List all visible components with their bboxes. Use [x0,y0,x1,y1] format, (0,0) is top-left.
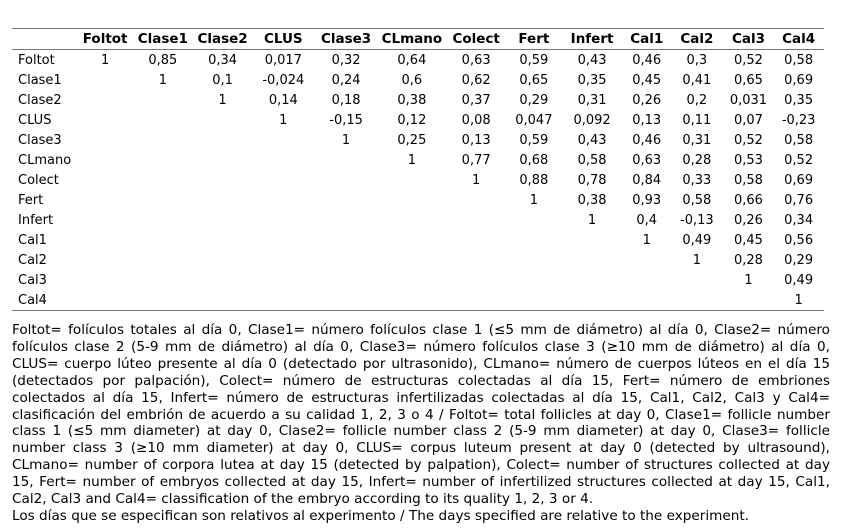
table-cell [314,290,379,311]
table-cell [77,230,134,250]
table-cell: 1 [279,112,288,128]
table-cell [507,230,561,250]
table-cell: 0,3 [686,52,708,68]
row-label: Cal1 [18,232,47,248]
table-cell [623,270,670,290]
table-cell: 0,77 [461,152,491,168]
table-cell: 1 [158,72,167,88]
table-cell [133,110,192,130]
table-cell [445,290,507,311]
table-cell: 1 [529,192,538,208]
column-header: Foltot [77,29,134,50]
table-cell: 0,46 [632,52,662,68]
table-cell [623,290,670,311]
table-cell [314,190,379,210]
table-cell: 0,46 [632,132,662,148]
row-label: Clase1 [18,72,62,88]
table-cell [192,150,253,170]
table-row [12,110,824,130]
row-label: Cal3 [18,272,47,288]
table-cell [507,210,561,230]
table-cell [77,290,134,311]
table-cell: 0,56 [784,232,814,248]
column-header: Cal4 [773,29,824,50]
table-cell: 0,031 [729,92,768,108]
table-cell: 0,35 [577,72,607,88]
table-cell [445,210,507,230]
table-cell: 0,26 [632,92,662,108]
table-cell [378,290,445,311]
table-cell [314,150,379,170]
table-cell: 0,6 [401,72,423,88]
table-cell [507,270,561,290]
column-header: Cal2 [670,29,724,50]
table-cell: 0,52 [784,152,814,168]
table-cell: 0,49 [682,232,712,248]
row-label: Cal4 [12,290,77,311]
row-label: Cal2 [18,252,47,268]
table-row [12,290,824,311]
table-cell [133,90,192,110]
table-cell: 0,26 [734,212,763,228]
table-cell: 0,85 [148,52,178,68]
row-label: Foltot [18,52,55,68]
table-cell: 0,38 [397,92,427,108]
table-cell [77,270,134,290]
table-cell [253,170,314,190]
table-cell: 0,092 [573,112,611,128]
table-cell: 0,29 [784,252,814,268]
table-cell: 0,84 [632,172,662,188]
table-cell: 0,34 [784,212,814,228]
table-cell: 0,28 [682,152,712,168]
corner-header [12,29,77,50]
table-cell: -0,13 [680,212,714,228]
table-cell: 0,12 [397,112,427,128]
table-cell [133,250,192,270]
table-cell [561,290,624,311]
table-cell: 0,63 [632,152,662,168]
table-cell: 0,28 [734,252,763,268]
table-cell [253,190,314,210]
table-row [12,190,824,210]
row-label: Infert [18,212,54,228]
table-cell [192,270,253,290]
table-row [12,90,824,110]
table-cell [253,130,314,150]
table-cell [445,270,507,290]
column-header: Colect [445,29,507,50]
table-cell: 0,38 [577,192,607,208]
table-cell [378,250,445,270]
table-cell: 0,047 [515,112,553,128]
table-cell [314,230,379,250]
table-cell: 1 [642,232,651,248]
table-cell [378,190,445,210]
table-cell [253,230,314,250]
table-cell: 0,37 [461,92,491,108]
table-row [12,230,824,250]
table-cell: 0,45 [734,232,763,248]
table-cell: 1 [218,92,227,108]
table-cell [561,270,624,290]
table-cell: 0,4 [636,212,658,228]
table-cell [192,170,253,190]
table-cell [133,230,192,250]
table-cell: 0,69 [784,172,814,188]
table-cell [314,270,379,290]
table-cell [378,210,445,230]
table-cell [77,130,134,150]
table-cell: 0,58 [577,152,607,168]
table-cell: 0,45 [632,72,662,88]
table-cell: 0,68 [519,152,549,168]
table-cell [192,210,253,230]
table-cell [77,190,134,210]
table-body [12,50,824,311]
table-cell: 0,59 [519,52,549,68]
footnote-definitions: Foltot= folículos totales al día 0, Clase1= número folículos clase 1 (≤5 mm de diámetro) al día 0, Clase2= número folículos clase 2 (5-9 mm de diámetro) al día 0, Clase3= número folículos clase 3 (≥10 mm de diámetro) al día 0, CLUS= cuerpo lúteo presente al día 0 (detectado por ultrasonido), CLmano= número de cuerpos lúteos en el día 15 (detectados por palpación), Colect= número de estructuras colectadas al día 15, Fert= número de embriones colectados al día 15, Infert= número de estructuras infertilizadas colectadas al día 15, Cal1, Cal2, Cal3 y Cal4= clasificación del embrión de acuerdo a su calidad 1, 2, 3 o 4 / Foltot= total follicles at day 0, Clase1= follicle number class 1 (≤5 mm diameter) at day 0, Clase2= follicle number class 2 (5-9 mm diameter) at day 0, Clase3= follicle number class 3 (≥10 mm diameter) at day 0, CLUS= corpus luteum present at day 0 (detected by ultrasound), CLmano= number of corpora lutea at day 15 (detected by palpation), Colect= number of structures collected at day 15, Fert= number of embryos collected at day 15, Infert= number of infertilized structures collected at day 15, Cal1, Cal2, Cal3 and Cal4= classification of the embryo according to its quality 1, 2, 3 or 4. [12,322,830,508]
table-cell: 0,52 [734,52,763,68]
footnote-days-note: Los días que se especifican son relativos al experimento / The days specified are relative to the experiment. [12,507,750,524]
footnote [12,322,830,525]
row-label: Clase2 [18,92,62,108]
table-cell: 0,1 [212,72,233,88]
table-cell: 0,24 [331,72,361,88]
header-row [12,29,824,50]
table-cell [253,290,314,311]
table-cell: 0,59 [519,132,549,148]
table-cell: 0,88 [519,172,549,188]
table-cell: 1 [101,52,110,68]
table-cell [133,290,192,311]
table-cell [314,250,379,270]
table-cell: 0,58 [784,52,814,68]
table-cell [133,150,192,170]
table-cell: 1 [587,212,597,228]
table-cell [378,230,445,250]
table-cell: 0,07 [734,112,763,128]
correlation-table [12,28,824,311]
table-cell [445,190,507,210]
table-cell [77,90,134,110]
table-cell: 1 [773,290,824,311]
table-cell [507,290,561,311]
table-cell: 0,58 [734,172,763,188]
row-label: CLmano [18,152,72,168]
column-header: Fert [507,29,561,50]
table-cell: -0,23 [781,112,816,128]
table-cell: 0,43 [577,132,607,148]
table-cell [561,230,624,250]
table-cell [445,250,507,270]
table-cell: 0,58 [784,132,814,148]
table-cell: 0,25 [397,132,427,148]
table-cell [253,150,314,170]
table-cell [623,250,670,270]
table-cell: 0,93 [632,192,662,208]
table-cell [670,290,724,311]
table-cell: 1 [407,152,417,168]
table-cell [507,250,561,270]
column-header: Clase2 [192,29,253,50]
table-cell [133,190,192,210]
table-cell [561,250,624,270]
table-cell [77,210,134,230]
column-header: Cal1 [623,29,670,50]
table-cell: 0,64 [397,52,427,68]
column-header: CLmano [378,29,445,50]
table-row [12,210,824,230]
row-label: Fert [18,192,44,208]
table-cell [314,170,379,190]
table-cell: 0,78 [577,172,607,188]
table-cell: 0,52 [734,132,763,148]
table-cell: 0,65 [734,72,763,88]
table-cell [253,210,314,230]
table-cell: 0,2 [686,92,708,108]
table-cell: 0,58 [682,192,712,208]
table-row [12,70,824,90]
table-cell [192,190,253,210]
table-cell: 0,69 [784,72,814,88]
column-header: Cal3 [724,29,774,50]
table-row [12,270,824,290]
table-cell [378,270,445,290]
table-cell: -0,024 [262,72,305,88]
table-cell [724,290,774,311]
column-header: Clase3 [314,29,379,50]
table-cell [77,170,134,190]
table-cell [253,270,314,290]
table-row [12,170,824,190]
table-cell: -0,15 [329,112,363,128]
column-header: CLUS [253,29,314,50]
table-cell [133,130,192,150]
table-cell [314,210,379,230]
row-label: CLUS [18,112,52,128]
table-cell: 0,32 [331,52,361,68]
table-cell: 0,35 [784,92,814,108]
table-cell: 1 [472,172,481,188]
table-cell: 1 [692,252,701,268]
row-label: Colect [18,172,59,188]
table-cell: 0,76 [784,192,814,208]
table-cell [133,170,192,190]
table-cell: 0,53 [734,152,763,168]
column-header: Clase1 [133,29,192,50]
table-cell [253,250,314,270]
table-cell: 0,017 [264,52,302,68]
table-row [12,50,824,71]
table-cell: 0,13 [632,112,662,128]
table-cell: 0,31 [682,132,712,148]
table-cell [77,250,134,270]
table-cell: 0,43 [577,52,607,68]
table-cell: 0,63 [461,52,491,68]
table-cell: 0,18 [331,92,361,108]
table-cell: 0,66 [734,192,763,208]
table-row [12,150,824,170]
table-cell: 0,33 [682,172,712,188]
table-row [12,130,824,150]
table-cell [192,110,253,130]
table-cell: 0,34 [208,52,238,68]
row-label: Clase3 [18,132,62,148]
table-cell [77,110,134,130]
table-cell: 0,41 [682,72,712,88]
table-cell [192,250,253,270]
table-cell: 0,13 [461,132,491,148]
table-cell: 0,08 [461,112,491,128]
table-cell: 0,65 [519,72,549,88]
table-cell: 0,14 [268,92,298,108]
table-cell: 1 [341,132,351,148]
table-cell [192,290,253,311]
table-cell: 0,11 [682,112,712,128]
table-cell [133,210,192,230]
table-cell: 0,49 [784,272,814,288]
table-cell [192,130,253,150]
table-row [12,250,824,270]
table-cell [670,270,724,290]
table-cell: 0,29 [519,92,549,108]
table-cell: 1 [744,272,753,288]
table-cell [77,70,134,90]
table-cell: 0,62 [461,72,491,88]
table-cell [378,170,445,190]
table-cell [77,150,134,170]
column-header: Infert [561,29,624,50]
table-cell [445,230,507,250]
table-cell: 0,31 [577,92,607,108]
table-cell [133,270,192,290]
table-cell [192,230,253,250]
